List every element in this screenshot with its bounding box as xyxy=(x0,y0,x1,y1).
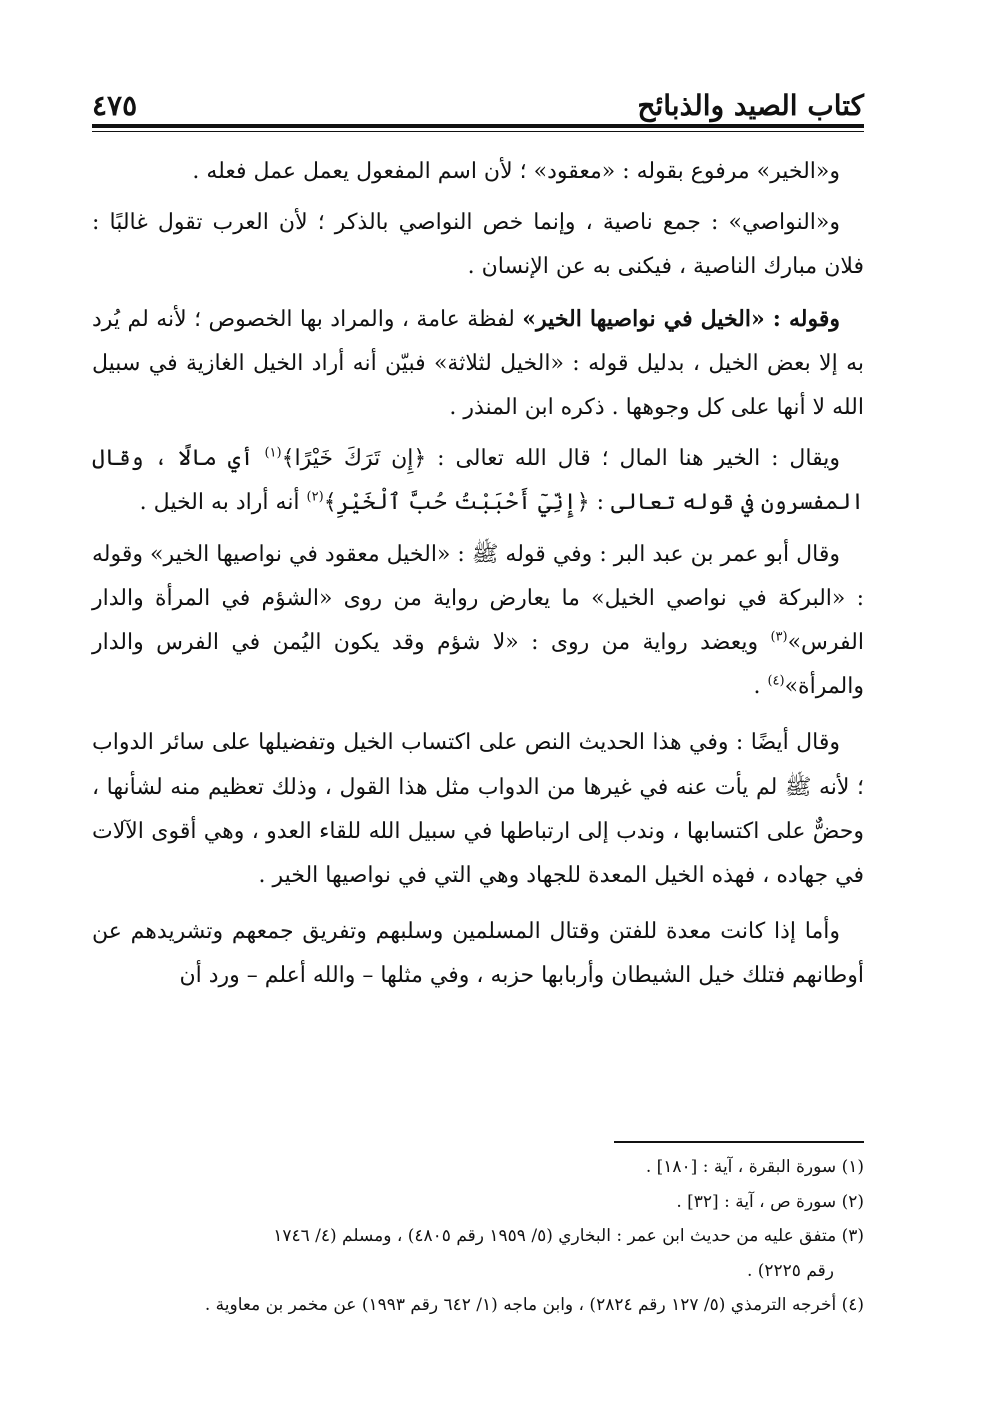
footnote-4: (٤) أخرجه الترمذي (٥/ ١٢٧ رقم ٢٨٢٤) ، وابن ماجه (١/ ٦٤٢ رقم ١٩٩٣) عن مخمر بن معاوية . xyxy=(204,1295,864,1315)
paragraph-5-a: وقال أبو عمر بن عبد البر : وفي قوله ﷺ : «الخيل معقود في نواصيها الخير» وقوله : «البركة في نواصي الخيل» ما يعارض رواية من روى «الشؤم في المرأة والدار الفرس» xyxy=(92,541,864,656)
footnote-ref-4: (٤) xyxy=(767,673,785,689)
header-rule xyxy=(92,124,864,128)
footnote-ref-2: (٢) xyxy=(306,490,324,506)
page-header xyxy=(92,78,864,122)
paragraph-5-b: ويعضد رواية من روى : «لا شؤم وقد يكون اليُمن في الفرس والدار والمرأة» xyxy=(92,630,864,700)
paragraph-3 xyxy=(92,297,864,431)
footnote-separator xyxy=(614,1141,864,1143)
paragraph-4-b: أي مالًا ، وقال المفسرون في قوله تعالى : ﴿إِنِّيٓ أَحْبَبْتُ حُبَّ ٱلْخَيْرِ﴾ xyxy=(92,446,864,516)
footnote-3: (٣) متفق عليه من حديث ابن عمر : البخاري (٥/ ١٩٥٩ رقم ٤٨٠٥) ، ومسلم (٤/ ١٧٤٦ xyxy=(273,1226,864,1246)
paragraph-1: و«الخير» مرفوع بقوله : «معقود» ؛ لأن اسم المفعول يعمل عمل فعله . xyxy=(192,159,840,184)
footnotes xyxy=(92,1150,864,1323)
running-title: كتاب الصيد والذبائح xyxy=(637,89,864,122)
footnote-1: (١) سورة البقرة ، آية : [١٨٠] . xyxy=(645,1157,864,1177)
footnote-ref-1: (١) xyxy=(264,445,282,461)
footnote-3-continuation: رقم ٢٢٢٥) . xyxy=(746,1260,834,1281)
paragraph-5 xyxy=(92,533,864,710)
paragraph-5-c: . xyxy=(753,674,768,700)
paragraph-3-rest: لفظة عامة ، والمراد بها الخصوص ؛ لأنه لم يُرد به إلا بعض الخيل ، بدليل قوله : «الخيل لثلاثة» فبيّن أنه أراد الخيل الغازية في سبيل الله لا أنها على كل وجوهها . ذكره ابن المنذر . xyxy=(92,306,864,421)
footnote-ref-3: (٣) xyxy=(770,629,788,645)
paragraph-4 xyxy=(92,437,864,525)
paragraph-2: و«النواصي» : جمع ناصية ، وإنما خص النواصي بالذكر ؛ لأن العرب تقول غالبًا : فلان مبارك الناصية ، فيكنى به عن الإنسان . xyxy=(92,210,864,280)
paragraph-4-a: ويقال : الخير هنا المال ؛ قال الله تعالى : ﴿إِن تَرَكَ خَيْرًا﴾ xyxy=(281,446,840,472)
paragraph-7: وأما إذا كانت معدة للفتن وقتال المسلمين وسلبهم وتفريق جمعهم وتشريدهم عن أوطانهم فتلك خيل الشيطان وأربابها حزبه ، وفي مثلها – والله أعلم – ورد أن xyxy=(92,919,864,989)
main-text xyxy=(92,150,864,1006)
paragraph-6: وقال أيضًا : وفي هذا الحديث النص على اكتساب الخيل وتفضيلها على سائر الدواب ؛ لأنه ﷺ لم يأت عنه في غيرها من الدواب مثل هذا القول ، وذلك تعظيم منه لشأنها ، وحضٌّ على اكتسابها ، وندب إلى ارتباطها في سبيل الله للقاء العدو ، وهي أقوى الآلات في جهاده ، فهذه الخيل المعدة للجهاد وهي التي في نواصيها الخير . xyxy=(92,730,864,889)
paragraph-3-lead: وقوله : «الخيل في نواصيها الخير» xyxy=(522,305,840,332)
paragraph-4-c: أنه أراد به الخيل . xyxy=(139,490,307,516)
footnote-2: (٢) سورة ص ، آية : [٣٢] . xyxy=(676,1191,864,1212)
header-rule-thin xyxy=(92,131,864,132)
page-number: ٤٧٥ xyxy=(92,89,138,122)
